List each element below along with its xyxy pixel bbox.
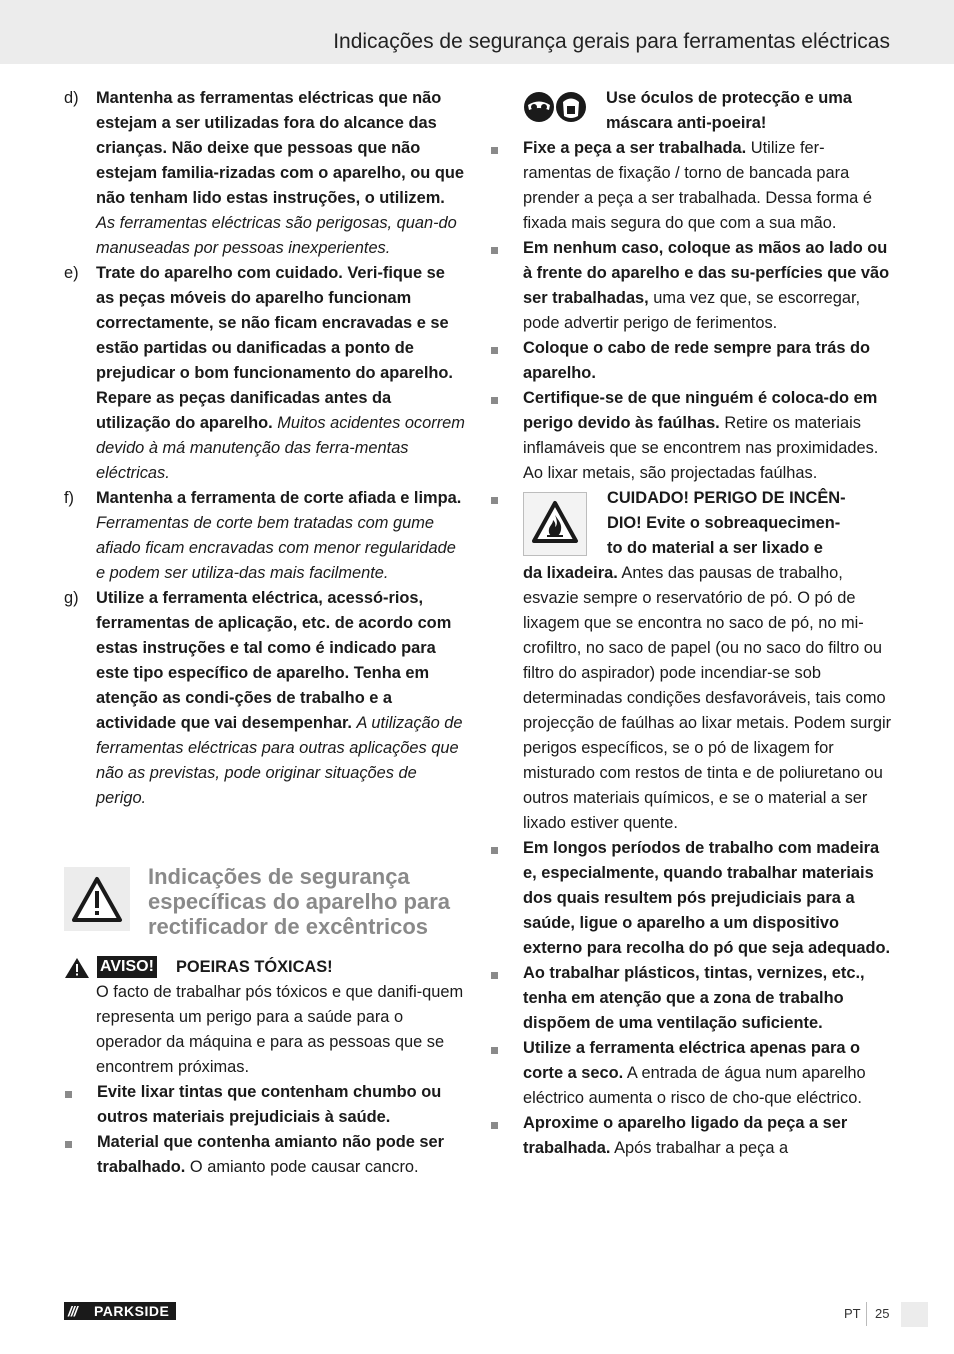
bullet-normal-text: Após trabalhar a peça a <box>614 1139 789 1157</box>
list-item <box>490 386 892 486</box>
bullet-square-icon <box>491 1047 498 1054</box>
item-italic-text: Muitos acidentes ocorrem devido à má manutenção das ferra-mentas eléctricas. <box>96 414 465 482</box>
section-title: Indicações de segurança específicas do aparelho para rectificador de excêntricos <box>148 864 451 939</box>
warning-heading <box>64 955 466 980</box>
item-label: d) <box>64 89 79 107</box>
list-item-f <box>64 486 466 586</box>
bullet-normal-text: uma vez que, se escorregar, pode advertir perigo de ferimentos. <box>523 289 861 332</box>
ppe-note <box>490 86 892 136</box>
logo-brand-text: PARKSIDE <box>94 1303 170 1319</box>
page-title: Indicações de segurança gerais para ferramentas eléctricas <box>333 30 890 53</box>
footer-tab <box>901 1302 928 1327</box>
parkside-logo <box>64 1302 176 1320</box>
left-column <box>64 86 466 1180</box>
page-number: 25 <box>875 1306 890 1321</box>
bullet-square-icon <box>491 147 498 154</box>
aviso-badge: AVISO! <box>97 956 157 978</box>
list-item <box>490 1111 892 1161</box>
warning-small-icon <box>64 957 90 979</box>
bullet-bold-text: Aproxime o aparelho ligado da peça a ser trabalhada. <box>523 1114 848 1157</box>
bullet-bold-text: Em nenhum caso, coloque as mãos ao lado ou à frente do aparelho e das su-perfícies que vão ser trabalhadas, <box>523 239 890 307</box>
list-item <box>64 1080 466 1130</box>
bullet-bold-text: Material que contenha amianto não pode ser trabalhado. <box>97 1133 445 1176</box>
fire-heading-line: DIO! Evite o sobreaquecimen- <box>607 514 841 532</box>
item-label: g) <box>64 589 79 607</box>
fire-warning-item <box>490 486 892 836</box>
bullet-square-icon <box>65 1141 72 1148</box>
item-bold-text: Trate do aparelho com cuidado. Veri-fique se as peças móveis do aparelho funcionam correctamente, se não ficam encravadas e se estão partidas ou danificadas a ponto de prejudicar o bom funcionamento do aparelho. Repare as peças danificadas antes da utilização do aparelho. <box>96 264 453 432</box>
list-item-d <box>64 86 466 261</box>
warning-text: O facto de trabalhar pós tóxicos e que danifi-quem representa um perigo para a saúde para o operador da máquina e para as pessoas que se encontrem próximas. <box>96 983 464 1076</box>
list-item-e <box>64 261 466 486</box>
item-bold-text: Mantenha as ferramentas eléctricas que não estejam a ser utilizadas fora do alcance das crianças. Não deixe que pessoas que não estejam familia-rizadas com o aparelho, ou que não tenham lido estas instruções, o utilizem. <box>96 89 464 207</box>
fire-heading-line: CUIDADO! PERIGO DE INCÊN- <box>607 489 846 507</box>
bullet-square-icon <box>491 497 498 504</box>
item-label: f) <box>64 489 75 507</box>
bullet-normal-text: A entrada de água num aparelho eléctrico aumenta o risco de cho-que eléctrico. <box>523 1064 866 1107</box>
bullet-bold-text: Evite lixar tintas que contenham chumbo ou outros materiais prejudiciais à saúde. <box>97 1083 442 1126</box>
bullet-square-icon <box>491 247 498 254</box>
bullet-bold-text: Coloque o cabo de rede sempre para trás do aparelho. <box>523 339 871 382</box>
bullet-bold-text: Certifique-se de que ninguém é coloca-do em perigo devido às faúlhas. <box>523 389 878 432</box>
bullet-square-icon <box>491 397 498 404</box>
item-bold-text: Utilize a ferramenta eléctrica, acessó-rios, ferramentas de aplicação, etc. de acordo com estas instruções e tal como é indicado para este tipo específico de aparelho. Tenha em atenção as condi-ções de trabalho e a actividade que vai desempenhar. <box>96 589 452 732</box>
ppe-note-text: Use óculos de protecção e uma máscara anti-poeira! <box>606 89 852 132</box>
bullet-square-icon <box>491 347 498 354</box>
list-item <box>490 961 892 1036</box>
bullet-bold-text: Fixe a peça a ser trabalhada. <box>523 139 747 157</box>
fire-hazard-icon <box>523 492 587 556</box>
fire-heading-rest: da lixadeira. <box>523 564 618 582</box>
language-code: PT <box>844 1306 861 1321</box>
warning-title: POEIRAS TÓXICAS! <box>176 958 333 976</box>
list-item <box>490 236 892 336</box>
bullet-bold-text: Ao trabalhar plásticos, tintas, vernizes, etc., tenha em atenção que a zona de trabalho dispõem de uma ventilação suficiente. <box>523 964 865 1032</box>
item-italic-text: Ferramentas de corte bem tratadas com gume afiado ficam encravadas com menor regularidade e podem ser utiliza-das mais facilmente. <box>96 514 456 582</box>
bullet-normal-text: Retire os materiais inflamáveis que se encontrem nas proximidades. Ao lixar metais, são projectadas faúlhas. <box>523 414 879 482</box>
list-item <box>490 836 892 961</box>
right-column <box>490 86 892 1161</box>
bullet-square-icon <box>491 972 498 979</box>
goggles-mask-icon <box>523 90 587 128</box>
bullet-bold-text: Utilize a ferramenta eléctrica apenas para o corte a seco. <box>523 1039 861 1082</box>
footer-divider <box>866 1302 867 1326</box>
warning-triangle-icon <box>64 867 130 931</box>
bullet-square-icon <box>491 847 498 854</box>
section-heading <box>64 864 466 939</box>
item-italic-text: As ferramentas eléctricas são perigosas, quan-do manuseadas por pessoas inexperientes. <box>96 214 457 257</box>
list-item <box>490 336 892 386</box>
item-label: e) <box>64 264 79 282</box>
bullet-square-icon <box>65 1091 72 1098</box>
bullet-square-icon <box>491 1122 498 1129</box>
logo-slashes: /// <box>68 1303 77 1319</box>
bullet-normal-text: Utilize fer-ramentas de fixação / torno de bancada para prender a peça a ser trabalhada. Dessa forma é fixada mais segura do que com a sua mão. <box>523 139 872 232</box>
list-item-g <box>64 586 466 811</box>
bullet-normal-text: O amianto pode causar cancro. <box>189 1158 419 1176</box>
fire-body-text: Antes das pausas de trabalho, esvazie sempre o reservatório de pó. O pó de lixagem que se encontra no saco de pó, no mi-crofiltro, no saco de papel (ou no saco do filtro ou filtro do aspirador) pode incendiar-se sob determinadas condições desfavoráveis, tais como projecção de faúlhas ao lixar metais. Podem surgir perigos específicos, se o pó de lixagem for misturado com restos de tinta e de poliuretano ou outros materiais químicos, e se o material a ser lixado estiver quente. <box>523 564 892 832</box>
list-item <box>490 1036 892 1111</box>
list-item <box>490 136 892 236</box>
item-bold-text: Mantenha a ferramenta de corte afiada e limpa. <box>96 489 462 507</box>
item-italic-text: A utilização de ferramentas eléctricas para outras aplicações que não as previstas, pode originar situações de perigo. <box>96 714 463 807</box>
page-header <box>0 0 954 64</box>
fire-heading-line: to do material a ser lixado e <box>607 539 823 557</box>
list-item <box>64 1130 466 1180</box>
bullet-bold-text: Em longos períodos de trabalho com madeira e, especialmente, quando trabalhar materiais dos quais resultem pós prejudiciais para a saúde, ligue o aparelho a um dispositivo externo para recolha do pó que seja adequado. <box>523 839 891 957</box>
